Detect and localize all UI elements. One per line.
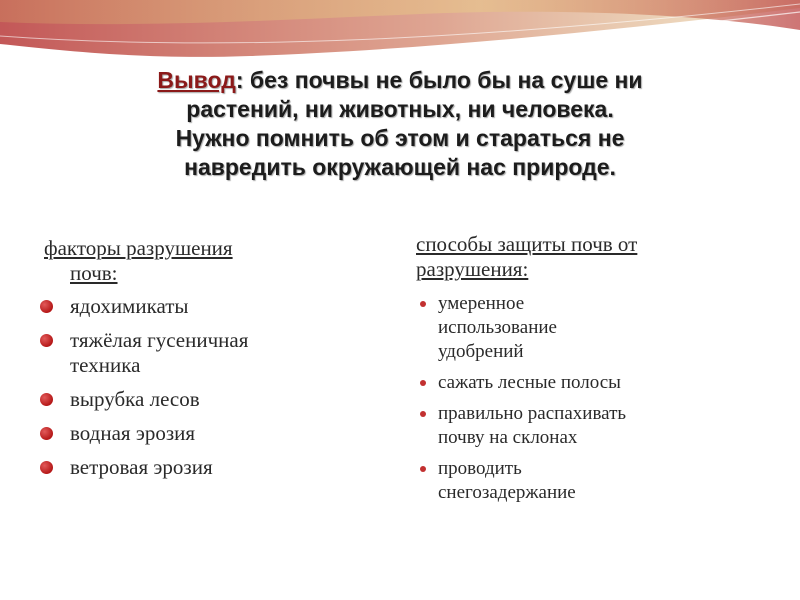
destruction-factors-heading — [30, 236, 380, 286]
heading-line: факторы разрушения — [44, 236, 233, 260]
title-first-line — [40, 66, 760, 95]
list-item — [30, 328, 380, 378]
red-bullet-icon — [40, 427, 53, 440]
item-text: проводить — [438, 458, 522, 479]
red-bullet-icon — [40, 334, 53, 347]
title-line: Нужно помнить об этом и стараться не — [175, 125, 625, 151]
item-text: удобрений — [438, 341, 524, 362]
title-rest: : без почвы не было бы на суше ни — [235, 67, 643, 93]
item-text: сажать лесные полосы — [438, 372, 621, 393]
title-lead: Вывод — [157, 67, 236, 93]
protection-methods-heading — [416, 232, 776, 282]
small-bullet-icon — [420, 466, 426, 472]
list-item — [30, 294, 380, 319]
destruction-factors-column — [30, 236, 380, 489]
item-text: техника — [70, 353, 141, 377]
list-item — [416, 371, 776, 395]
item-text: вырубка лесов — [70, 387, 200, 411]
item-text: правильно распахивать — [438, 403, 627, 424]
list-item — [416, 292, 776, 364]
list-item — [416, 402, 776, 450]
list-item — [30, 421, 380, 446]
heading-line: почв: — [70, 261, 118, 285]
item-text: тяжёлая гусеничная — [70, 328, 249, 352]
protection-methods-column — [416, 232, 776, 512]
small-bullet-icon — [420, 380, 426, 386]
list-item — [30, 387, 380, 412]
item-text: ветровая эрозия — [70, 455, 213, 479]
title-line: растений, ни животных, ни человека. — [186, 96, 614, 122]
title-line: навредить окружающей нас природе. — [184, 154, 616, 180]
red-bullet-icon — [40, 300, 53, 313]
list-item — [416, 457, 776, 505]
item-text: снегозадержание — [438, 482, 576, 503]
conclusion-title — [40, 66, 760, 182]
small-bullet-icon — [420, 301, 426, 307]
protection-methods-list — [416, 292, 776, 505]
heading-line: способы защиты почв от — [416, 232, 638, 256]
item-text: использование — [438, 317, 557, 338]
item-text: водная эрозия — [70, 421, 196, 445]
small-bullet-icon — [420, 411, 426, 417]
item-text: ядохимикаты — [70, 294, 189, 318]
item-text: умеренное — [438, 293, 525, 314]
red-bullet-icon — [40, 461, 53, 474]
destruction-factors-list — [30, 294, 380, 480]
red-bullet-icon — [40, 393, 53, 406]
list-item — [30, 455, 380, 480]
heading-line: разрушения: — [416, 257, 529, 281]
item-text: почву на склонах — [438, 427, 578, 448]
